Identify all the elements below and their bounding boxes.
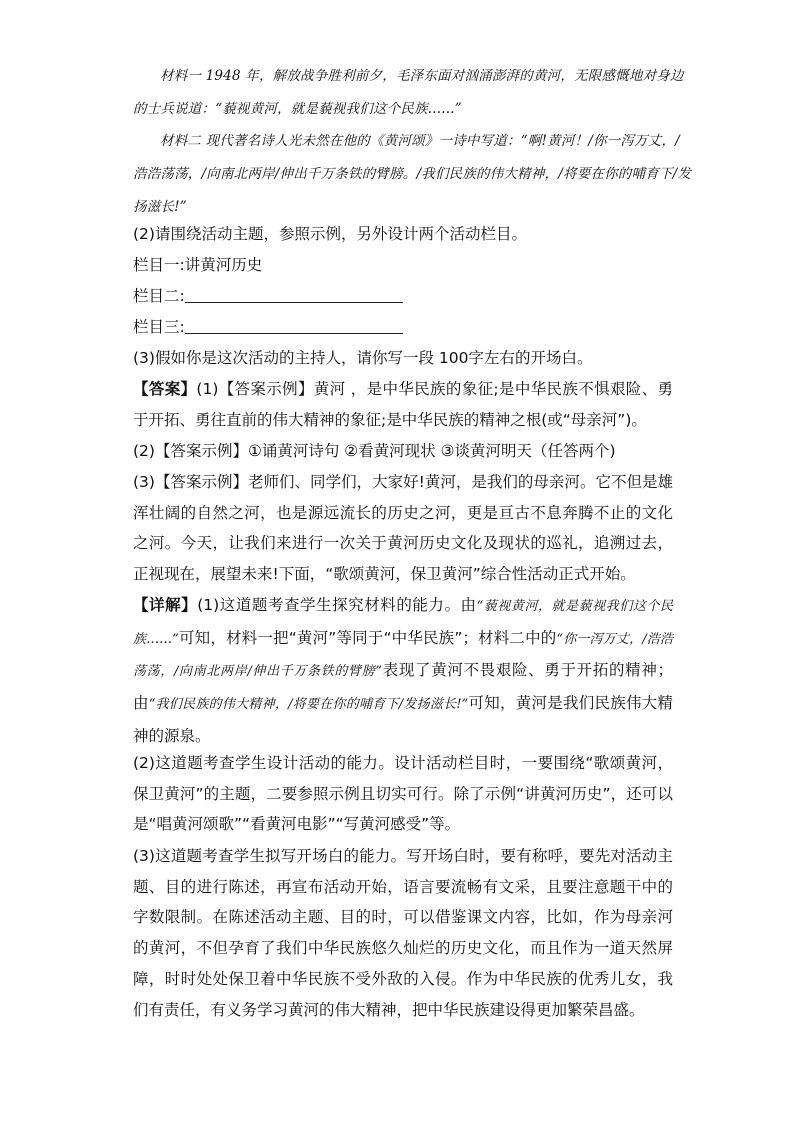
detail-1-b: 可知，材料一把“黄河”等同于“中华民族”；材料二中的 — [178, 628, 557, 647]
material-one-text: 材料一 1948 年，解放战争胜利前夕，毛泽东面对汹涌澎湃的黄河，无限感慨地对身边的士兵说道：“藐视黄河，就是藐视我们这个民族......” — [133, 68, 684, 117]
column-two — [133, 281, 678, 312]
detail-1-quote-1: “藐视黄河，就是藐视我们这个民族……” — [133, 599, 673, 647]
answer-tag: 【答案】 — [133, 380, 197, 398]
material-one — [133, 60, 693, 126]
detail-1-quote-3: “我们民族的伟大精神，/将要在你的哺育下/发扬滋长!” — [148, 697, 469, 713]
question-2: (2)请围绕活动主题，参照示例，另外设计两个活动栏目。 — [133, 225, 527, 243]
column-three — [133, 312, 678, 343]
column-one: 栏目一:讲黄河历史 — [133, 256, 263, 274]
answer-2: (2)【答案示例】①诵黄河诗句 ②看黄河现状 ③谈黄河明天（任答两个) — [133, 442, 616, 460]
material-two — [133, 125, 693, 224]
detail-1-quote-2: “你一泻万丈，/浩浩荡荡，/向南北两岸/伸出千万条铁的臂膀” — [133, 631, 673, 680]
detail-1 — [133, 590, 673, 752]
detail-1-d: 可知，黄河是我们民族伟大精神的源泉。 — [133, 694, 673, 745]
answer-1 — [133, 374, 673, 435]
column-three-label: 栏目三: — [133, 318, 185, 336]
answer-1-text: (1)【答案示例】黄河 ，是中华民族的象征;是中华民族不惧艰险、勇于开拓、勇往直前的伟大精神的象征;是中华民族的精神之根(或“母亲河”)。 — [133, 380, 673, 429]
detail-1-c: 表现了黄河不畏艰险、勇于开拓的精神；由 — [133, 661, 673, 713]
detail-1-a: (1)这道题考查学生探究材料的能力。由 — [197, 596, 477, 614]
detail-tag: 【详解】 — [133, 596, 198, 614]
detail-2: (2)这道题考查学生设计活动的能力。设计活动栏目时，一要围绕“歌颂黄河，保卫黄河”的主题，二要参照示例且切实可行。除了示例“讲黄河历史”，还可以是“唱黄河颂歌”“看黄河电影”“写黄河感受”等。 — [133, 754, 673, 834]
question-3: (3)假如你是这次活动的主持人，请你写一段 100字左右的开场白。 — [133, 349, 593, 367]
material-two-text: 材料二 现代著名诗人光未然在他的《黄河颂》一诗中写道：“啊!黄河！/你一泻万丈，/浩浩荡荡，/向南北两岸/伸出千万条铁的臂膀。/我们民族的伟大精神，/将要在你的哺育下/发扬滋长!” — [133, 133, 692, 215]
column-three-blank — [185, 315, 403, 334]
column-two-blank — [185, 284, 403, 303]
answer-3: (3)【答案示例】老师们、同学们，大家好!黄河，是我们的母亲河。它不但是雄浑壮阔的自然之河，也是源远流长的历史之河，更是亘古不息奔腾不止的文化之河。今天，让我们来进行一次关于黄河历史文化及现状的巡礼，追溯过去，正视现在，展望未来!下面，“歌颂黄河，保卫黄河”综合性活动正式开始。 — [133, 473, 673, 584]
column-two-label: 栏目二: — [133, 287, 185, 305]
detail-3: (3)这道题考查学生拟写开场白的能力。写开场白时，要有称呼，要先对活动主题、目的进行陈述，再宣布活动开始，语言要流畅有文采，且要注意题干中的字数限制。在陈述活动主题、目的时，可以借鉴课文内容，比如，作为母亲河的黄河，不但孕育了我们中华民族悠久灿烂的历史文化，而且作为一道天然屏障，时时处处保卫着中华民族不受外敌的入侵。作为中华民族的优秀儿女，我们有责任，有义务学习黄河的伟大精神，把中华民族建设得更加繁荣昌盛。 — [133, 847, 673, 1019]
